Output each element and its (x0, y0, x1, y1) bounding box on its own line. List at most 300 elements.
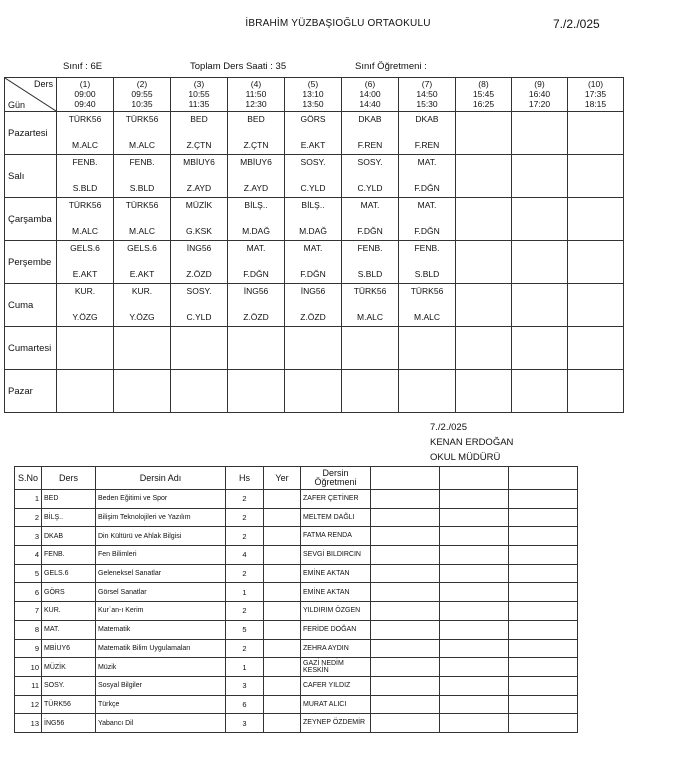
course-teacher: FERİDE DOĞAN (301, 620, 371, 639)
day-row (5, 284, 624, 327)
lesson-teacher: Z.ÇTN (186, 140, 212, 150)
course-name: Görsel Sanatlar (96, 583, 226, 602)
course-hours: 2 (226, 564, 264, 583)
period-start: 16:40 (528, 89, 551, 99)
empty-cell (440, 508, 509, 527)
lesson-teacher: Y.ÖZG (129, 312, 155, 322)
lesson-content (342, 198, 398, 236)
lesson-teacher: S.BLD (414, 269, 440, 279)
lesson-content (228, 370, 284, 408)
lesson-subject: GELS.6 (127, 243, 157, 253)
day-name: Pazar (5, 370, 57, 413)
lesson-content (171, 284, 227, 322)
lesson-teacher: S.BLD (72, 183, 98, 193)
lesson-content (456, 112, 511, 150)
lesson-subject: MÜZİK (185, 200, 213, 210)
lesson-content (114, 241, 170, 279)
lesson-cell (114, 112, 171, 155)
course-hours: 5 (226, 620, 264, 639)
course-place (264, 527, 301, 546)
lesson-teacher: M.DAĞ (242, 226, 270, 236)
lesson-subject: SOSY. (357, 157, 383, 167)
lesson-cell (228, 241, 285, 284)
lesson-content (568, 241, 623, 279)
lesson-content (57, 284, 113, 322)
day-name: Cumartesi (5, 327, 57, 370)
lesson-content (57, 198, 113, 236)
course-no: 6 (15, 583, 42, 602)
empty-cell (371, 639, 440, 658)
lesson-content (285, 370, 341, 408)
empty-cell (440, 564, 509, 583)
lesson-cell (568, 112, 624, 155)
course-place (264, 564, 301, 583)
lesson-subject: SOSY. (186, 286, 212, 296)
lesson-cell (399, 112, 456, 155)
lesson-content (399, 112, 455, 150)
empty-cell (440, 676, 509, 695)
lesson-cell (171, 327, 228, 370)
day-row (5, 155, 624, 198)
period-header (568, 78, 624, 112)
period-end: 14:40 (359, 99, 381, 109)
empty-cell (509, 527, 578, 546)
day-row (5, 327, 624, 370)
empty-cell (440, 583, 509, 602)
course-code: KUR. (42, 602, 96, 621)
lesson-content (512, 198, 567, 236)
lesson-content (228, 198, 284, 236)
course-row (15, 658, 578, 677)
lesson-content (512, 327, 567, 365)
lesson-cell (512, 327, 568, 370)
lesson-cell (456, 284, 512, 327)
lesson-subject: TÜRK56 (125, 200, 159, 210)
empty-cell (509, 658, 578, 677)
course-name: Beden Eğitimi ve Spor (96, 490, 226, 509)
period-no: (5) (307, 79, 319, 89)
lesson-cell (228, 284, 285, 327)
lesson-subject: FENB. (414, 243, 440, 253)
lesson-cell (114, 155, 171, 198)
course-name: Din Kültürü ve Ahlak Bilgisi (96, 527, 226, 546)
course-teacher: MELTEM DAĞLI (301, 508, 371, 527)
course-row (15, 714, 578, 733)
empty-header-cell (440, 467, 509, 490)
lesson-cell (171, 198, 228, 241)
period-times (512, 78, 567, 109)
course-row (15, 546, 578, 565)
period-end: 16:25 (472, 99, 495, 109)
lesson-content (568, 370, 623, 408)
period-header (114, 78, 171, 112)
lesson-teacher: C.YLD (186, 312, 212, 322)
lesson-teacher: Z.ÖZD (186, 269, 212, 279)
course-row (15, 602, 578, 621)
day-row (5, 112, 624, 155)
principal-title: OKUL MÜDÜRÜ (430, 452, 501, 463)
day-name: Salı (5, 155, 57, 198)
lesson-teacher: F.REN (357, 140, 383, 150)
lesson-cell (568, 327, 624, 370)
course-name: Türkçe (96, 695, 226, 714)
lesson-cell (512, 284, 568, 327)
course-code: MAT. (42, 620, 96, 639)
lesson-content (228, 327, 284, 365)
lesson-content (456, 155, 511, 193)
lesson-teacher: M.ALC (72, 140, 98, 150)
principal-name: KENAN ERDOĞAN (430, 437, 514, 448)
course-hours: 3 (226, 676, 264, 695)
class-label: Sınıf : 6E (63, 61, 103, 72)
empty-cell (509, 583, 578, 602)
course-place (264, 639, 301, 658)
empty-cell (440, 602, 509, 621)
lesson-content (342, 327, 398, 365)
empty-cell (371, 508, 440, 527)
course-no: 7 (15, 602, 42, 621)
lesson-cell (456, 155, 512, 198)
empty-cell (371, 676, 440, 695)
empty-cell (509, 508, 578, 527)
lesson-subject: TÜRK56 (68, 114, 102, 124)
day-row (5, 198, 624, 241)
period-no: (2) (136, 79, 148, 89)
course-row (15, 527, 578, 546)
course-hours: 2 (226, 508, 264, 527)
course-name: Bilişim Teknolojileri ve Yazılım (96, 508, 226, 527)
lesson-cell (171, 112, 228, 155)
lesson-cell (285, 155, 342, 198)
lesson-content (228, 155, 284, 193)
lesson-subject: SOSY. (300, 157, 326, 167)
header-teacher-line1: Dersin (322, 468, 349, 478)
header-code: Ders (42, 467, 96, 490)
course-place (264, 714, 301, 733)
lesson-cell (399, 198, 456, 241)
lesson-cell (114, 198, 171, 241)
course-no: 1 (15, 490, 42, 509)
lesson-cell (342, 370, 399, 413)
lesson-cell (568, 370, 624, 413)
lesson-content (171, 198, 227, 236)
course-row (15, 620, 578, 639)
lesson-subject: FENB. (357, 243, 383, 253)
course-no: 12 (15, 695, 42, 714)
lesson-content (456, 327, 511, 365)
period-no: (10) (587, 79, 604, 89)
lesson-content (399, 198, 455, 236)
course-place (264, 508, 301, 527)
lesson-cell (512, 370, 568, 413)
course-no: 4 (15, 546, 42, 565)
lesson-cell (456, 241, 512, 284)
empty-cell (371, 602, 440, 621)
empty-cell (509, 639, 578, 658)
lesson-content (285, 155, 341, 193)
lesson-content (57, 155, 113, 193)
course-teacher: EMİNE AKTAN (301, 583, 371, 602)
corner-ders-label: Ders (33, 79, 53, 89)
empty-cell (371, 714, 440, 733)
period-header (285, 78, 342, 112)
period-start: 09:55 (131, 89, 153, 99)
lesson-cell (512, 241, 568, 284)
print-date: 7./2./025 (553, 17, 600, 31)
lesson-content (57, 327, 113, 365)
lesson-teacher: Z.AYD (243, 183, 269, 193)
day-row (5, 370, 624, 413)
lesson-subject: MAT. (303, 243, 323, 253)
course-teacher: GAZİ NEDİM KESKİN (301, 658, 371, 677)
course-row (15, 695, 578, 714)
empty-cell (371, 546, 440, 565)
lesson-subject: BİLŞ.. (244, 200, 268, 210)
lesson-content (512, 241, 567, 279)
lesson-teacher: M.ALC (414, 312, 440, 322)
empty-header-cell (371, 467, 440, 490)
course-teacher: ZEYNEP ÖZDEMİR (301, 714, 371, 733)
course-hours: 1 (226, 583, 264, 602)
course-code: FENB. (42, 546, 96, 565)
lesson-teacher: S.BLD (129, 183, 155, 193)
period-header (57, 78, 114, 112)
period-no: (1) (79, 79, 91, 89)
header-teacher (301, 467, 371, 490)
empty-cell (440, 714, 509, 733)
course-teacher: EMİNE AKTAN (301, 564, 371, 583)
period-no: (3) (193, 79, 205, 89)
schedule-header-row (5, 78, 624, 112)
period-end: 15:30 (416, 99, 438, 109)
lesson-cell (114, 284, 171, 327)
lesson-content (171, 370, 227, 408)
lesson-cell (285, 112, 342, 155)
lesson-content (456, 198, 511, 236)
lesson-cell (568, 284, 624, 327)
lesson-cell (342, 284, 399, 327)
lesson-teacher: M.DAĞ (299, 226, 327, 236)
lesson-subject: DKAB (358, 114, 382, 124)
lesson-teacher: E.AKT (72, 269, 98, 279)
lesson-subject: MBİUY6 (240, 157, 272, 167)
period-header (228, 78, 285, 112)
lesson-cell (342, 327, 399, 370)
course-place (264, 658, 301, 677)
corner-gun-label: Gün (8, 100, 26, 110)
lesson-cell (57, 112, 114, 155)
course-teacher: ZEHRA AYDIN (301, 639, 371, 658)
lesson-subject: GÖRS (300, 114, 326, 124)
lesson-cell (285, 370, 342, 413)
lesson-cell (285, 198, 342, 241)
course-code: GÖRS (42, 583, 96, 602)
course-teacher: MURAT ALICI (301, 695, 371, 714)
period-no: (4) (250, 79, 262, 89)
lesson-teacher: F.DĞN (414, 226, 440, 236)
class-teacher-label: Sınıf Öğretmeni : (355, 61, 427, 72)
lesson-teacher: Z.AYD (186, 183, 212, 193)
lesson-subject: MAT. (417, 157, 437, 167)
course-code: SOSY. (42, 676, 96, 695)
period-times (399, 78, 455, 109)
lesson-content (285, 327, 341, 365)
lesson-content (512, 284, 567, 322)
lesson-cell (285, 284, 342, 327)
empty-cell (371, 658, 440, 677)
lesson-content (228, 241, 284, 279)
course-name: Fen Bilimleri (96, 546, 226, 565)
lesson-content (171, 327, 227, 365)
lesson-cell (285, 327, 342, 370)
course-row (15, 583, 578, 602)
lesson-subject: MAT. (246, 243, 266, 253)
empty-cell (440, 620, 509, 639)
course-no: 11 (15, 676, 42, 695)
lesson-cell (171, 155, 228, 198)
school-name: İBRAHİM YÜZBAŞIOĞLU ORTAOKULU (245, 18, 431, 29)
lesson-content (342, 370, 398, 408)
empty-cell (509, 676, 578, 695)
period-end: 13:50 (302, 99, 324, 109)
lesson-subject: İNG56 (300, 286, 326, 296)
lesson-content (228, 284, 284, 322)
empty-cell (509, 602, 578, 621)
lesson-content (399, 327, 455, 365)
course-code: MÜZİK (42, 658, 96, 677)
lesson-subject: FENB. (129, 157, 155, 167)
lesson-cell (171, 241, 228, 284)
lesson-teacher: Z.ÖZD (300, 312, 326, 322)
lesson-cell (171, 370, 228, 413)
lesson-teacher: C.YLD (300, 183, 326, 193)
lesson-subject: MBİUY6 (183, 157, 215, 167)
course-name: Geleneksel Sanatlar (96, 564, 226, 583)
total-hours-label: Toplam Ders Saati : 35 (190, 61, 287, 72)
empty-cell (440, 546, 509, 565)
course-row (15, 490, 578, 509)
lesson-subject: TÜRK56 (68, 200, 102, 210)
lesson-cell (456, 112, 512, 155)
lesson-content (285, 198, 341, 236)
course-name: Sosyal Bilgiler (96, 676, 226, 695)
lesson-content (456, 241, 511, 279)
course-name: Matematik (96, 620, 226, 639)
course-code: İNG56 (42, 714, 96, 733)
lesson-content (456, 284, 511, 322)
lesson-cell (456, 327, 512, 370)
lesson-teacher: F.DĞN (357, 226, 383, 236)
course-no: 3 (15, 527, 42, 546)
empty-cell (509, 695, 578, 714)
lesson-content (568, 112, 623, 150)
lesson-content (399, 155, 455, 193)
lesson-content (114, 112, 170, 150)
lesson-subject: TÜRK56 (410, 286, 444, 296)
empty-cell (371, 695, 440, 714)
period-no: (9) (534, 79, 545, 89)
lesson-cell (568, 198, 624, 241)
lesson-content (285, 284, 341, 322)
course-row (15, 639, 578, 658)
lesson-content (399, 241, 455, 279)
lesson-subject: MAT. (360, 200, 380, 210)
lesson-teacher: M.ALC (72, 226, 98, 236)
course-hours: 2 (226, 639, 264, 658)
course-teacher: CAFER YILDIZ (301, 676, 371, 695)
course-row (15, 564, 578, 583)
period-header (456, 78, 512, 112)
header-course-name: Dersin Adı (96, 467, 226, 490)
lesson-content (57, 370, 113, 408)
course-table-header (15, 467, 578, 490)
lesson-teacher: C.YLD (357, 183, 383, 193)
course-code: MBİUY6 (42, 639, 96, 658)
course-row (15, 508, 578, 527)
lesson-cell (114, 327, 171, 370)
lesson-cell (399, 155, 456, 198)
lesson-teacher: M.ALC (129, 140, 155, 150)
lesson-cell (228, 327, 285, 370)
lesson-cell (57, 327, 114, 370)
empty-cell (509, 490, 578, 509)
lesson-content (342, 155, 398, 193)
course-hours: 1 (226, 658, 264, 677)
course-code: DKAB (42, 527, 96, 546)
weekly-schedule-table (4, 77, 624, 413)
empty-cell (440, 639, 509, 658)
period-start: 14:50 (416, 89, 438, 99)
lesson-cell (399, 370, 456, 413)
day-name: Çarşamba (5, 198, 57, 241)
course-place (264, 620, 301, 639)
lesson-cell (456, 370, 512, 413)
lesson-cell (285, 241, 342, 284)
lesson-subject: BİLŞ.. (301, 200, 325, 210)
lesson-teacher: Y.ÖZG (72, 312, 98, 322)
empty-cell (509, 546, 578, 565)
period-times (171, 78, 227, 109)
lesson-teacher: E.AKT (129, 269, 155, 279)
course-place (264, 602, 301, 621)
header-place: Yer (264, 467, 301, 490)
course-no: 10 (15, 658, 42, 677)
period-end: 11:35 (188, 99, 210, 109)
empty-cell (440, 490, 509, 509)
lesson-content (114, 327, 170, 365)
lesson-cell (512, 112, 568, 155)
period-start: 10:55 (188, 89, 210, 99)
lesson-content (568, 327, 623, 365)
period-no: (8) (478, 79, 489, 89)
course-no: 13 (15, 714, 42, 733)
lesson-cell (228, 370, 285, 413)
empty-cell (440, 527, 509, 546)
period-start: 17:35 (584, 89, 607, 99)
lesson-cell (57, 284, 114, 327)
lesson-content (568, 198, 623, 236)
course-code: BİLŞ.. (42, 508, 96, 527)
signature-date: 7./2./025 (430, 422, 467, 433)
lesson-cell (342, 198, 399, 241)
course-name: Kur`an-ı Kerim (96, 602, 226, 621)
lesson-teacher: E.AKT (300, 140, 326, 150)
lesson-content (114, 155, 170, 193)
course-teacher: ZAFER ÇETİNER (301, 490, 371, 509)
lesson-content (512, 155, 567, 193)
lesson-cell (568, 241, 624, 284)
empty-cell (509, 714, 578, 733)
